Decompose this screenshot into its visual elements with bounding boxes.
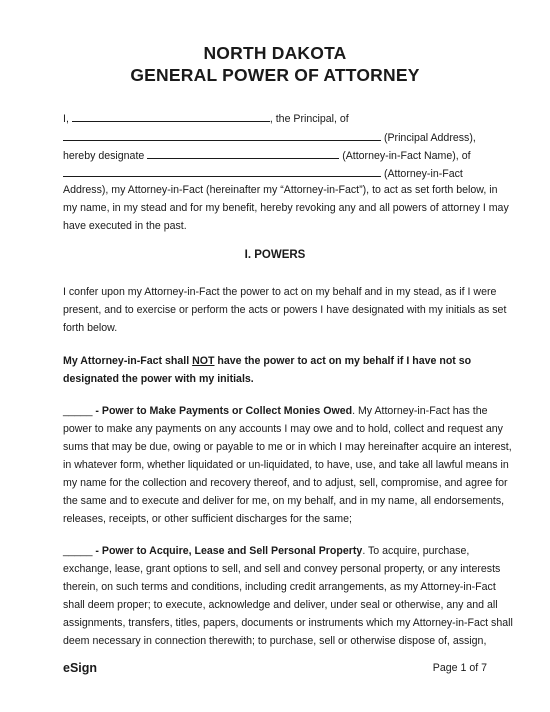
- intro-line-6: my name, in my stead and for my benefit, hereby revoking any and all powers of attorney I may: [63, 202, 509, 214]
- intro-line-1: [63, 111, 349, 126]
- intro-line-4: [63, 166, 463, 181]
- property-line-4: shall deem proper; to execute, acknowledge and deliver, under seal or otherwise, any and all: [63, 599, 498, 611]
- intro-line-3: [63, 148, 471, 163]
- intro-text: (Attorney-in-Fact: [383, 168, 463, 180]
- warning-text: My Attorney-in-Fact shall: [63, 355, 193, 367]
- principal-name-field[interactable]: [72, 111, 270, 122]
- payments-initials-field[interactable]: _____: [63, 405, 93, 417]
- property-power-line-1: [63, 545, 469, 558]
- document-title-line2: GENERAL POWER OF ATTORNEY: [130, 65, 420, 85]
- payments-line-5: my name for the collection and recovery thereof, and to adjust, sell, compromise, and agree for: [63, 477, 508, 489]
- attorney-address-field[interactable]: [63, 166, 381, 177]
- property-power-title: - Power to Acquire, Lease and Sell Personal Property: [92, 545, 363, 557]
- payments-line-6: the same and to execute and deliver for me, on my behalf, and in my name, all endorsements,: [63, 495, 505, 507]
- intro-text: , the Principal, of: [269, 113, 349, 125]
- intro-text: I,: [63, 113, 69, 125]
- payments-power-line-1: [63, 405, 488, 418]
- payments-line-7: releases, receipts, or other sufficient discharges for the same;: [63, 513, 352, 525]
- powers-line-2: present, and to exercise or perform the acts or powers I have designated with my initials as set: [63, 304, 507, 316]
- section-heading-powers: I. POWERS: [244, 249, 306, 261]
- powers-line-1: I confer upon my Attorney-in-Fact the power to act on my behalf and in my stead, as if I were: [63, 286, 497, 298]
- intro-text: (Attorney-in-Fact Name), of: [342, 150, 471, 162]
- principal-address-field[interactable]: [63, 130, 381, 141]
- property-line-5: assignments, transfers, titles, papers, documents or instruments which my Attorney-in-Fact shall: [63, 617, 513, 629]
- payments-line-3: sums that may be due, owing or payable to me or in which I may hereinafter acquire an interest,: [63, 441, 512, 453]
- property-line-3: therein, on such terms and conditions, including credit arrangements, as my Attorney-in-Fact: [63, 581, 496, 593]
- payments-line-2: power to make any payments on any accounts I may owe and to hold, collect and request any: [63, 423, 503, 435]
- intro-line-5: Address), my Attorney-in-Fact (hereinafter my “Attorney-in-Fact”), to act as set forth below, in: [63, 184, 498, 196]
- powers-line-3: forth below.: [63, 322, 118, 334]
- payments-line-4: in whatever form, whether liquidated or un-liquidated, to have, use, and take all lawful means in: [63, 459, 509, 471]
- property-text: . To acquire, purchase,: [362, 545, 470, 557]
- property-initials-field[interactable]: _____: [63, 545, 93, 557]
- warning-not: NOT: [192, 355, 215, 367]
- esign-logo: eSign: [63, 661, 98, 675]
- warning-line-2: designated the power with my initials.: [63, 373, 254, 385]
- warning-line-1: [63, 355, 471, 368]
- property-line-2: exchange, lease, grant options to sell, and sell and convey personal property, or any interests: [63, 563, 501, 575]
- intro-line-7: have executed in the past.: [63, 220, 187, 232]
- payments-text: . My Attorney-in-Fact has the: [352, 405, 488, 417]
- attorney-name-field[interactable]: [147, 148, 339, 159]
- document-title-line1: NORTH DAKOTA: [203, 43, 347, 63]
- intro-text: (Principal Address),: [383, 132, 476, 144]
- page-number: Page 1 of 7: [432, 662, 487, 674]
- warning-text: have the power to act on my behalf if I have not so: [214, 355, 472, 367]
- intro-text: hereby designate: [63, 150, 145, 162]
- payments-power-title: - Power to Make Payments or Collect Monies Owed: [92, 405, 353, 417]
- property-line-6: deem necessary in connection therewith; to purchase, sell or otherwise dispose of, assign,: [63, 635, 487, 647]
- intro-line-2: [63, 130, 476, 145]
